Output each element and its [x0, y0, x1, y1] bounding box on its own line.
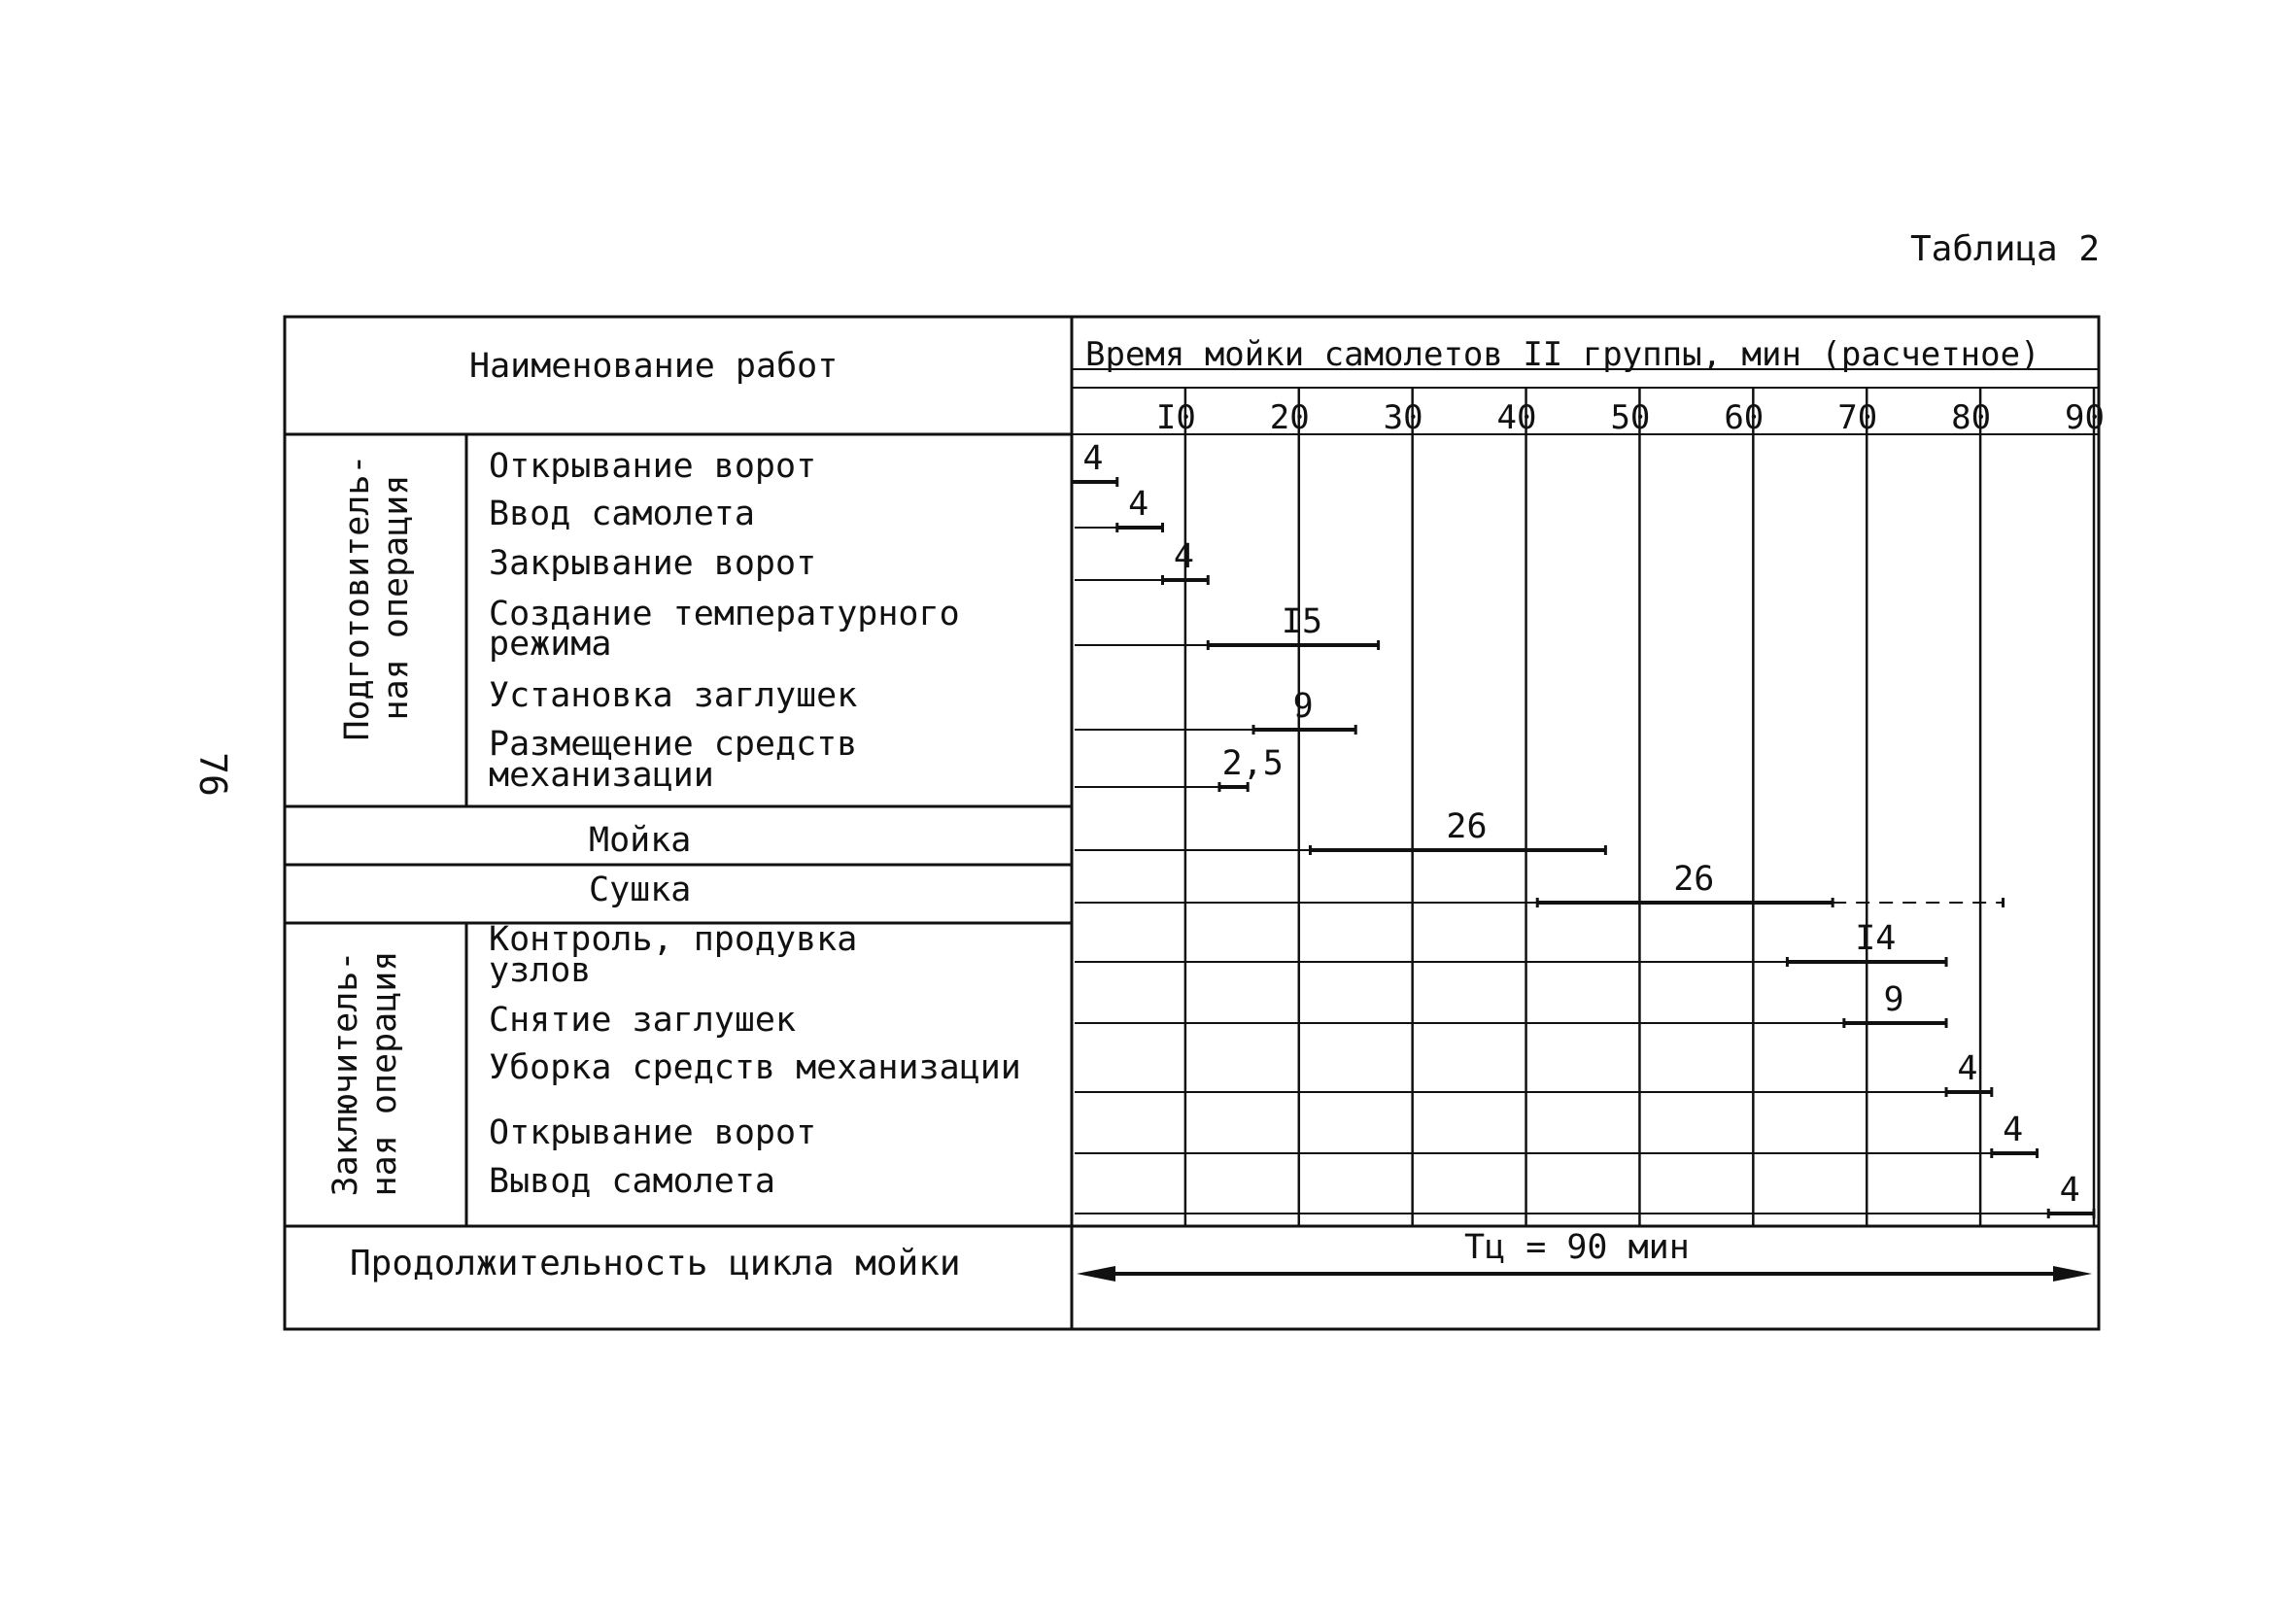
tick-label-80: 80	[1951, 398, 1992, 437]
row-name-3b: режима	[489, 625, 612, 664]
tick-label-40: 40	[1496, 398, 1537, 437]
preparatory-label-line1: Подготовитель-	[338, 454, 377, 741]
bar-label-7: 26	[1673, 860, 1715, 899]
final-label-line2: ная операция	[365, 950, 404, 1197]
time-column-header: Время мойки самолетов II группы, мин (расчетное)	[1085, 335, 2040, 374]
bar-label-6: 26	[1446, 807, 1488, 846]
row-name-7: Сушка	[589, 871, 692, 909]
bar-label-4: 9	[1292, 687, 1314, 726]
tick-label-60: 60	[1724, 398, 1765, 437]
page-number: 76	[190, 752, 234, 797]
bar-label-5: 2,5	[1221, 744, 1284, 783]
bar-label-3: I5	[1281, 602, 1323, 641]
row-name-4: Установка заглушек	[489, 676, 858, 715]
preparatory-label-line2: ная операция	[377, 474, 416, 721]
bar-label-11: 4	[2003, 1111, 2024, 1149]
bar-label-2: 4	[1173, 537, 1194, 576]
bar-label-9: 9	[1883, 980, 1904, 1019]
row-name-5: Размещение средств	[489, 725, 858, 764]
final-group-label	[326, 938, 414, 1210]
cycle-duration-label: Продолжительность цикла мойки	[350, 1244, 961, 1283]
final-label-line1: Заключитель-	[326, 950, 365, 1197]
row-name-1: Ввод самолета	[489, 495, 755, 533]
row-name-11: Открывание ворот	[489, 1113, 817, 1152]
row-name-8b: узлов	[489, 951, 592, 990]
tick-label-70: 70	[1837, 398, 1878, 437]
bar-label-12: 4	[2059, 1171, 2080, 1210]
bar-label-0: 4	[1082, 439, 1104, 478]
row-name-10: Уборка средств механизации	[489, 1048, 1021, 1087]
gantt-chart	[1072, 388, 2094, 1282]
row-name-6: Мойка	[589, 821, 692, 860]
cycle-time-label: Тц = 90 мин	[1464, 1228, 1690, 1267]
tick-label-30: 30	[1383, 398, 1423, 437]
table-label: Таблица 2	[1910, 229, 2101, 269]
bar-label-1: 4	[1128, 485, 1149, 524]
row-name-2: Закрывание ворот	[489, 544, 817, 583]
row-name-12: Вывод самолета	[489, 1162, 776, 1201]
row-name-9: Снятие заглушек	[489, 1001, 797, 1040]
bar-label-8: I4	[1855, 919, 1897, 958]
row-name-0: Открывание ворот	[489, 447, 817, 486]
tick-label-90: 90	[2065, 398, 2105, 437]
tick-label-50: 50	[1610, 398, 1651, 437]
preparatory-group-label	[338, 442, 426, 753]
cycle-arrow-left-head	[1077, 1266, 1115, 1282]
row-name-8: Контроль, продувка	[489, 920, 858, 959]
tick-label-10: I0	[1155, 398, 1196, 437]
cycle-arrow-right-head	[2053, 1266, 2092, 1282]
row-name-5b: механизации	[489, 756, 714, 795]
tick-label-20: 20	[1269, 398, 1310, 437]
name-column-header: Наименование работ	[469, 347, 839, 386]
row-name-3: Создание температурного	[489, 595, 960, 633]
bar-label-10: 4	[1957, 1049, 1978, 1088]
